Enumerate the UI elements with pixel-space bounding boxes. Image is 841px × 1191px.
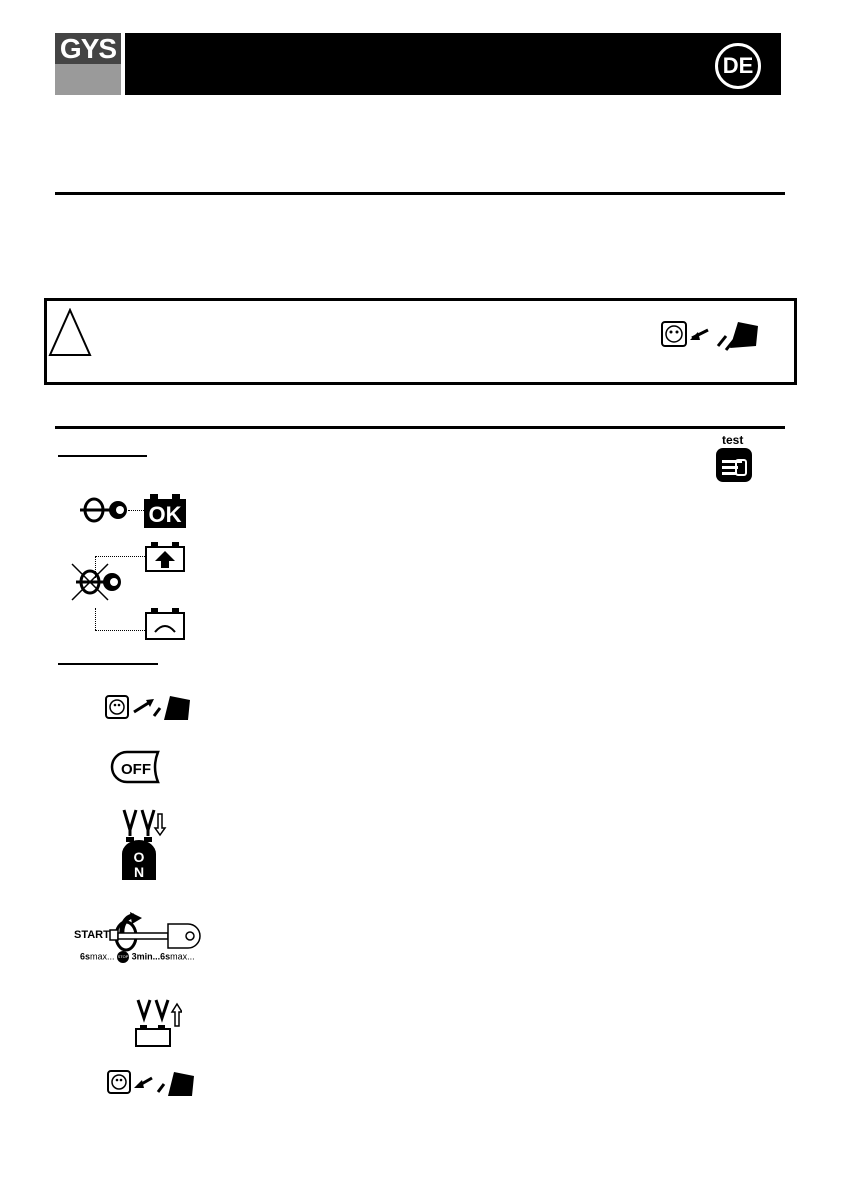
timing-t1: 6s xyxy=(80,951,91,962)
battery-ok-label: OK xyxy=(148,502,182,527)
off-switch-icon xyxy=(110,750,160,784)
logo-lower-block xyxy=(55,64,121,95)
on-label-top: O xyxy=(133,849,145,865)
battery-low-icon xyxy=(145,608,185,640)
connector-line xyxy=(128,510,144,511)
test-button-icon xyxy=(716,448,752,482)
plug-in-icon xyxy=(104,690,194,726)
clamps-connect-on-icon xyxy=(118,808,168,882)
timing-t2: 3min... xyxy=(131,951,161,962)
header-divider xyxy=(121,33,125,95)
on-label-bottom: N xyxy=(133,864,145,880)
connector-line xyxy=(95,556,145,557)
clamps-disconnect-icon xyxy=(134,998,182,1048)
timing-row xyxy=(80,951,195,963)
key-crossed-icon xyxy=(68,562,124,602)
key-start-icon xyxy=(108,912,208,954)
off-label: OFF xyxy=(121,761,151,778)
warning-triangle-icon xyxy=(48,308,92,358)
test-label: test xyxy=(722,433,744,447)
stop-sign-icon: STOP xyxy=(117,951,129,963)
timing-t3-suffix: max... xyxy=(170,951,195,962)
battery-charge-icon xyxy=(145,542,185,572)
section-rule-top xyxy=(55,192,785,195)
logo-text: GYS xyxy=(55,33,121,64)
connector-line xyxy=(95,608,96,630)
key-off-icon xyxy=(80,497,130,523)
header-bar xyxy=(55,33,781,95)
timing-t1-suffix: max... xyxy=(90,951,115,962)
battery-ok-icon xyxy=(144,494,186,528)
start-label: START xyxy=(74,929,110,941)
subheading-underline-2 xyxy=(58,663,158,665)
subheading-underline-1 xyxy=(58,455,147,457)
timing-t3: 6s xyxy=(160,951,171,962)
unplug-icon xyxy=(106,1066,196,1100)
connector-line xyxy=(95,630,145,631)
unplug-icon xyxy=(660,316,765,354)
language-badge: DE xyxy=(715,43,761,89)
gys-logo xyxy=(55,33,121,95)
section-rule-middle xyxy=(55,426,785,429)
